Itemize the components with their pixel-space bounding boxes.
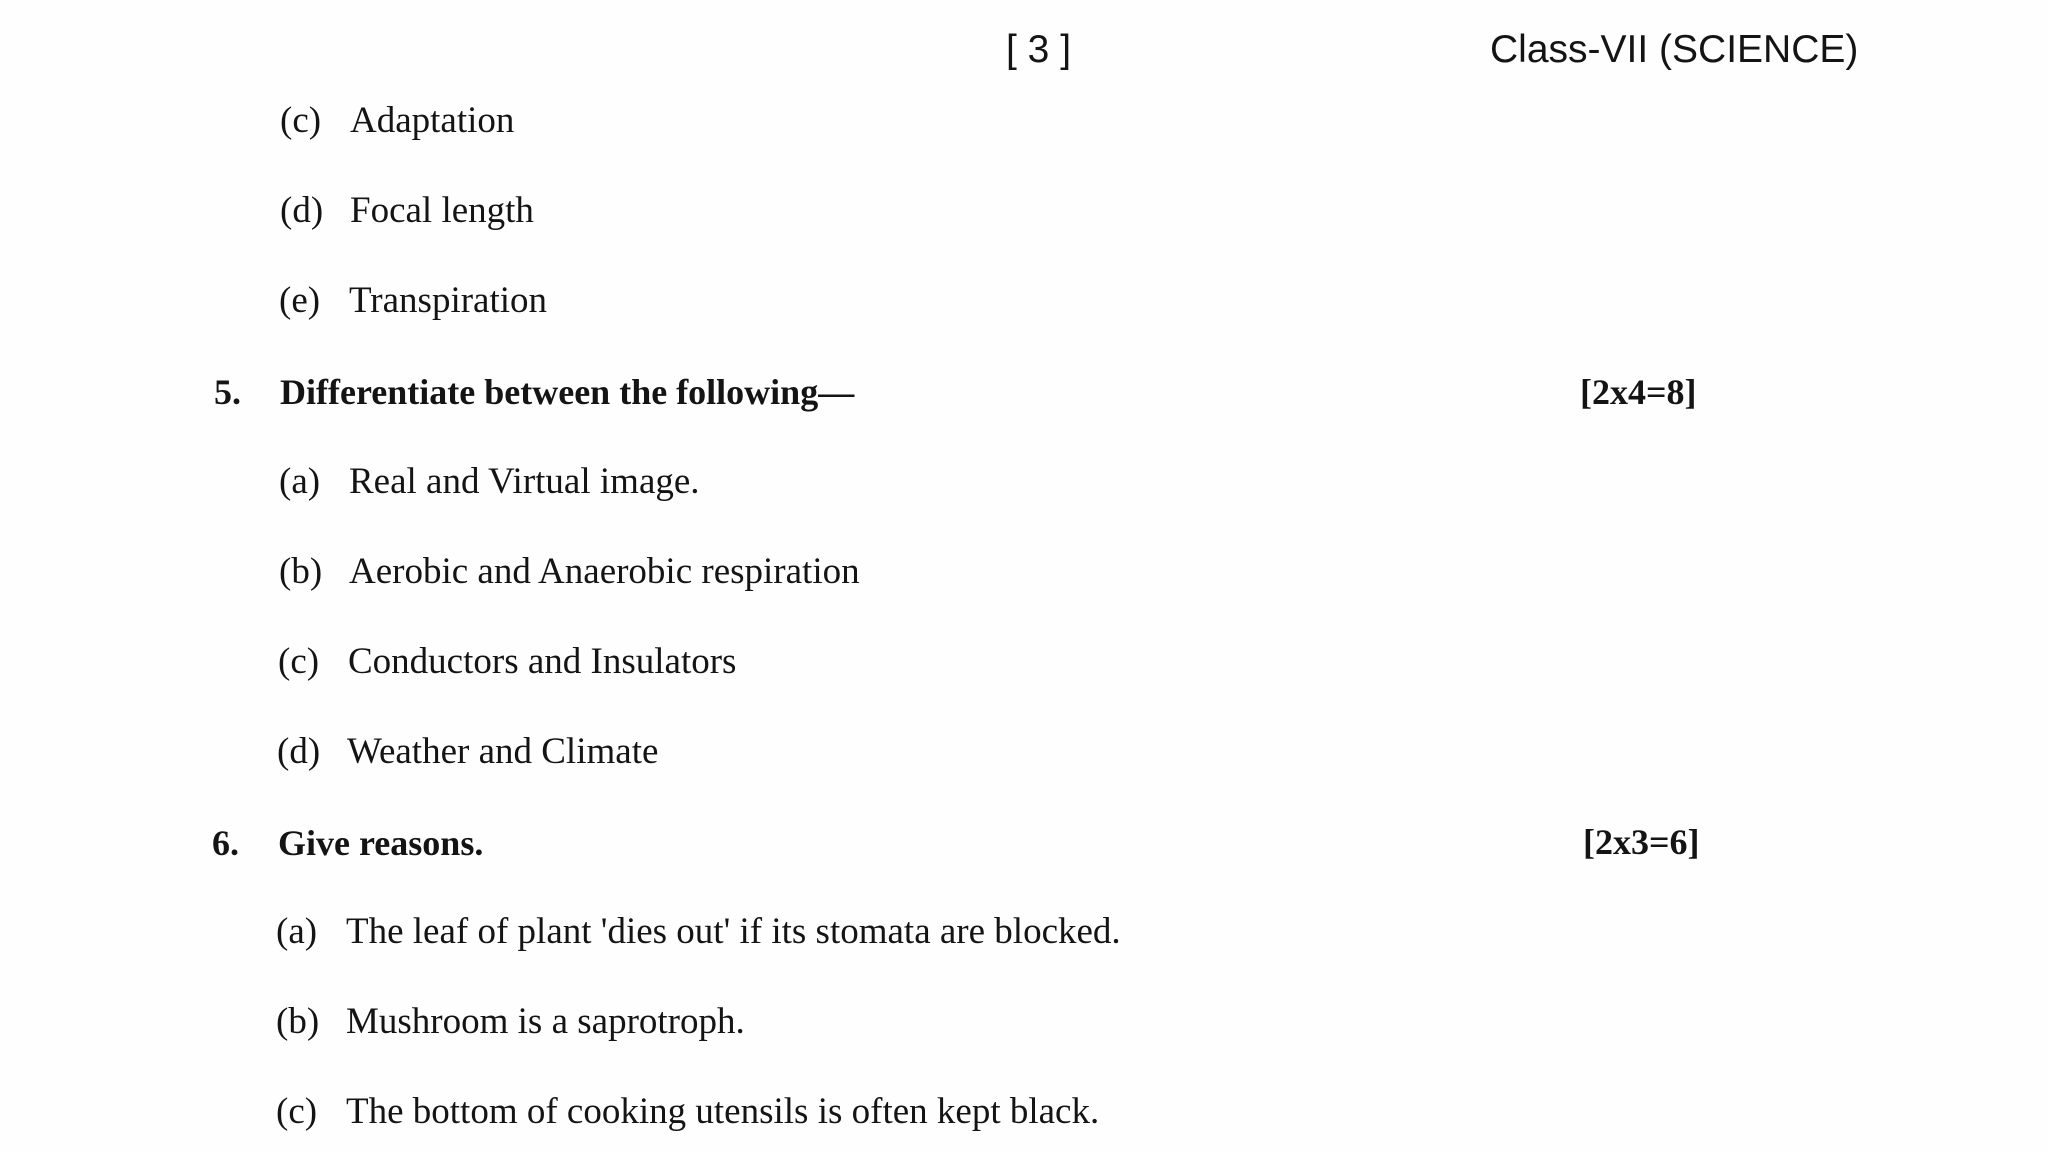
item-marker: (c): [278, 641, 320, 682]
class-label: Class-VII (SCIENCE): [1490, 28, 1859, 71]
item-text: Focal length: [350, 190, 534, 231]
item-marker: (c): [276, 1091, 318, 1132]
question-text: Give reasons.: [278, 823, 484, 863]
item-text: Real and Virtual image.: [349, 461, 700, 502]
item-marker: (d): [280, 190, 324, 231]
item-marker: (b): [279, 551, 323, 592]
item-marker: (d): [277, 731, 321, 772]
item-marker: (a): [279, 461, 321, 502]
item-text: Transpiration: [349, 280, 548, 321]
item-text: The leaf of plant 'dies out' if its stomata are blocked.: [346, 911, 1121, 952]
marks-label: [2x3=6]: [1583, 822, 1700, 862]
item-text: Adaptation: [350, 100, 515, 141]
item-text: Weather and Climate: [347, 731, 659, 772]
item-marker: (e): [279, 280, 321, 321]
marks-label: [2x4=8]: [1580, 372, 1697, 412]
item-text: The bottom of cooking utensils is often kept black.: [346, 1091, 1100, 1132]
question-text: Differentiate between the following—: [280, 372, 855, 412]
item-marker: (b): [276, 1001, 320, 1042]
item-text: Conductors and Insulators: [348, 641, 737, 682]
item-marker: (c): [280, 100, 322, 141]
item-text: Aerobic and Anaerobic respiration: [349, 551, 860, 592]
item-text: Mushroom is a saprotroph.: [346, 1001, 745, 1042]
question-number: 6.: [212, 823, 239, 863]
page-number: [ 3 ]: [1006, 28, 1072, 71]
item-marker: (a): [276, 911, 318, 952]
question-number: 5.: [214, 372, 241, 412]
